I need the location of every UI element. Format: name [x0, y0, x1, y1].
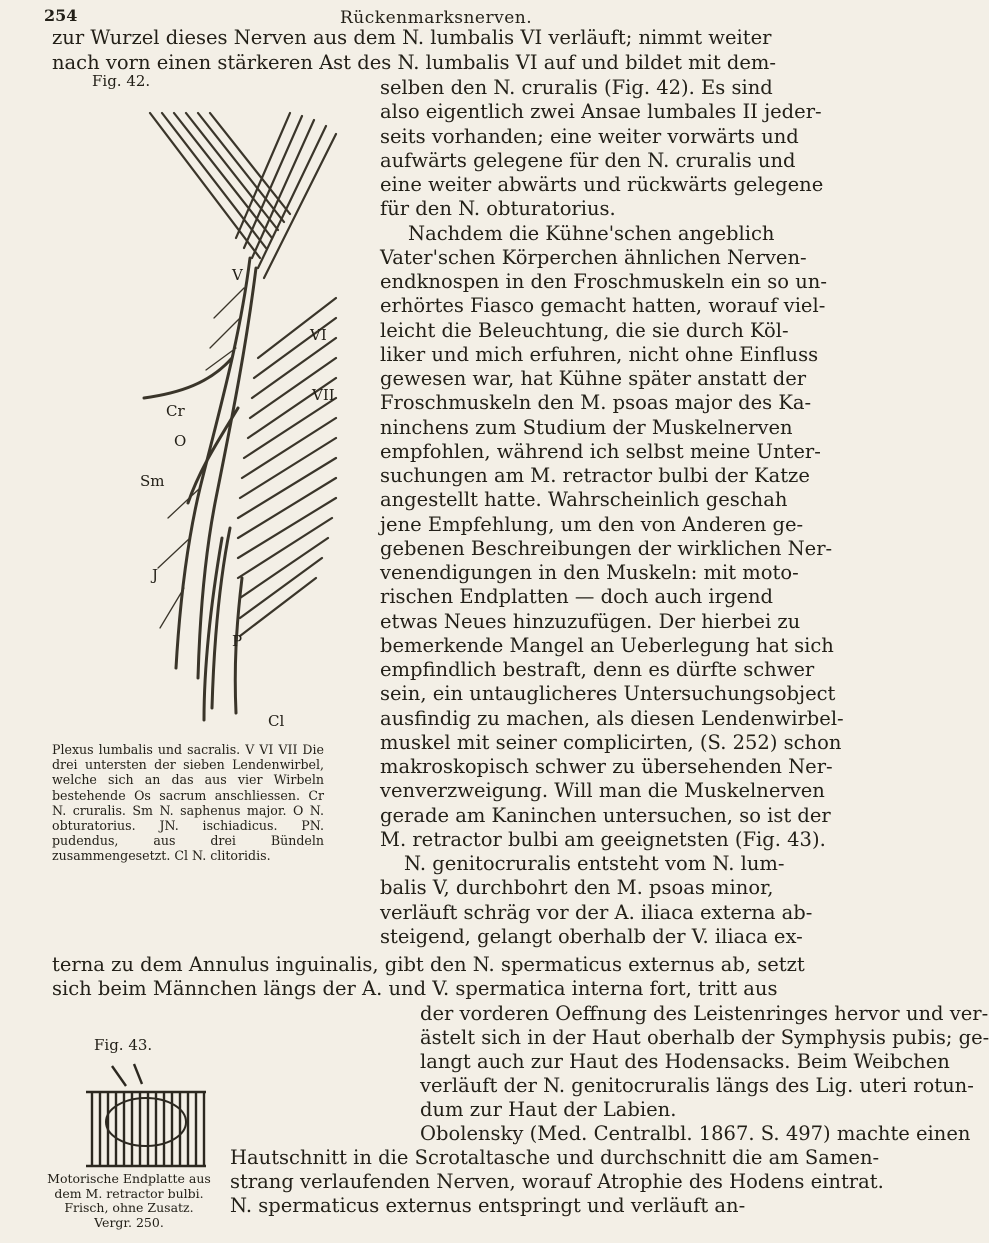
- text-line: verläuft der N. genitocruralis längs des Lig. uteri rotun-: [420, 1074, 974, 1097]
- text-line: bemerkende Mangel an Ueberlegung hat sich: [380, 633, 834, 657]
- figure-42-caption: Plexus lumbalis und sacralis. V VI VII Die drei untersten der sieben Lendenwirbel, welche sich an das aus vier Wirbeln bestehende Os sacrum anschliessen. Cr N. cruralis. Sm N. saphenus major. O N. obturatorius. JN. ischiadicus. PN. pudendus, aus drei Bündeln zusammengesetzt. Cl N. clitoridis.: [52, 742, 324, 864]
- text-line: eine weiter abwärts und rückwärts gelegene: [380, 173, 824, 196]
- text-line: sich beim Männchen längs der A. und V. spermatica interna fort, tritt aus: [52, 977, 778, 1000]
- text-line: selben den N. cruralis (Fig. 42). Es sind: [380, 76, 773, 99]
- text-line: zur Wurzel dieses Nerven aus dem N. lumbalis VI verläuft; nimmt weiter: [52, 26, 772, 49]
- figure-43-label: Fig. 43.: [94, 1036, 153, 1054]
- text-line: venverzweigung. Will man die Muskelnerven: [380, 779, 825, 803]
- text-line: langt auch zur Haut des Hodensacks. Beim Weibchen: [420, 1050, 950, 1073]
- text-line: etwas Neues hinzuzufügen. Der hierbei zu: [380, 609, 801, 633]
- marker-cr: Cr: [166, 402, 185, 420]
- text-line: der vorderen Oeffnung des Leistenringes hervor und ver-: [420, 1002, 989, 1025]
- text-line: nach vorn einen stärkeren Ast des N. lumbalis VI auf und bildet mit dem-: [52, 51, 776, 74]
- text-line: Vater'schen Körperchen ähnlichen Nerven-: [380, 245, 807, 269]
- text-line: Nachdem die Kühne'schen angeblich: [408, 221, 775, 245]
- text-line: dum zur Haut der Labien.: [420, 1098, 677, 1121]
- running-header: Rückenmarksnerven.: [340, 8, 533, 28]
- text-line: jene Empfehlung, um den von Anderen ge-: [380, 512, 804, 536]
- text-line: Froschmuskeln den M. psoas major des Ka-: [380, 391, 812, 415]
- marker-sm: Sm: [140, 472, 165, 490]
- page-number: 254: [44, 6, 78, 25]
- text-line: sein, ein untauglicheres Untersuchungsobject: [380, 682, 836, 706]
- text-line: endknospen in den Froschmuskeln ein so un-: [380, 270, 827, 293]
- text-line: angestellt hatte. Wahrscheinlich geschah: [380, 488, 788, 512]
- text-line: gebenen Beschreibungen der wirklichen Ner-: [380, 536, 833, 560]
- text-line: empfindlich bestraft, denn es dürfte schwer: [380, 658, 815, 681]
- text-line: M. retractor bulbi am geeignetsten (Fig. 43).: [380, 827, 826, 851]
- text-line: muskel mit seiner complicirten, (S. 252) schon: [380, 730, 842, 754]
- marker-vi: VI: [310, 326, 327, 344]
- text-line: erhörtes Fiasco gemacht hatten, worauf viel-: [380, 294, 826, 318]
- figure-43-caption: Motorische Endplatte aus dem M. retractor bulbi. Frisch, ohne Zusatz. Vergr. 250.: [47, 1171, 211, 1230]
- marker-cl: Cl: [268, 712, 285, 730]
- text-line: verläuft schräg vor der A. iliaca externa ab-: [380, 900, 813, 924]
- text-line: N. genitocruralis entsteht vom N. lum-: [404, 852, 785, 875]
- text-line: gerade am Kaninchen untersuchen, so ist der: [380, 803, 831, 827]
- text-line: gewesen war, hat Kühne später anstatt der: [380, 367, 807, 390]
- text-line: terna zu dem Annulus inguinalis, gibt den N. spermaticus externus ab, setzt: [52, 953, 805, 976]
- text-line: venendigungen in den Muskeln: mit moto-: [380, 561, 799, 584]
- text-line: seits vorhanden; eine weiter vorwärts und: [380, 124, 799, 148]
- text-line: Hautschnitt in die Scrotaltasche und durchschnitt die am Samen-: [230, 1146, 880, 1169]
- text-line: rischen Endplatten — doch auch irgend: [380, 585, 774, 609]
- text-line: Obolensky (Med. Centralbl. 1867. S. 497) machte einen: [420, 1122, 971, 1145]
- text-line: N. spermaticus externus entspringt und verläuft an-: [230, 1194, 746, 1217]
- text-line: suchungen am M. retractor bulbi der Katze: [380, 464, 810, 487]
- text-line: also eigentlich zwei Ansae lumbales II jeder-: [380, 100, 822, 124]
- text-line: ausfindig zu machen, als diesen Lendenwirbel-: [380, 706, 844, 730]
- text-line: liker und mich erfuhren, nicht ohne Einfluss: [380, 342, 819, 366]
- text-line: leicht die Beleuchtung, die sie durch Köl-: [380, 318, 789, 342]
- text-line: empfohlen, während ich selbst meine Unter-: [380, 439, 821, 463]
- text-line: balis V, durchbohrt den M. psoas minor,: [380, 876, 774, 900]
- text-line: strang verlaufenden Nerven, worauf Atrophie des Hodens eintrat.: [230, 1170, 884, 1193]
- marker-j: J: [152, 566, 159, 584]
- marker-o: O: [174, 432, 187, 450]
- text-line: aufwärts gelegene für den N. cruralis und: [380, 148, 796, 172]
- text-line: ästelt sich in der Haut oberhalb der Symphysis pubis; ge-: [420, 1026, 989, 1049]
- marker-v: V: [232, 266, 243, 284]
- marker-p: P: [232, 632, 243, 650]
- text-line: makroskopisch schwer zu übersehenden Ner-: [380, 755, 833, 778]
- text-line: steigend, gelangt oberhalb der V. iliaca ex-: [380, 924, 803, 948]
- marker-vii: VII: [312, 386, 335, 404]
- text-line: für den N. obturatorius.: [380, 197, 616, 221]
- text-line: ninchens zum Studium der Muskelnerven: [380, 415, 793, 439]
- motor-endplate-illustration: [82, 1062, 210, 1170]
- figure-42-label: Fig. 42.: [92, 72, 151, 90]
